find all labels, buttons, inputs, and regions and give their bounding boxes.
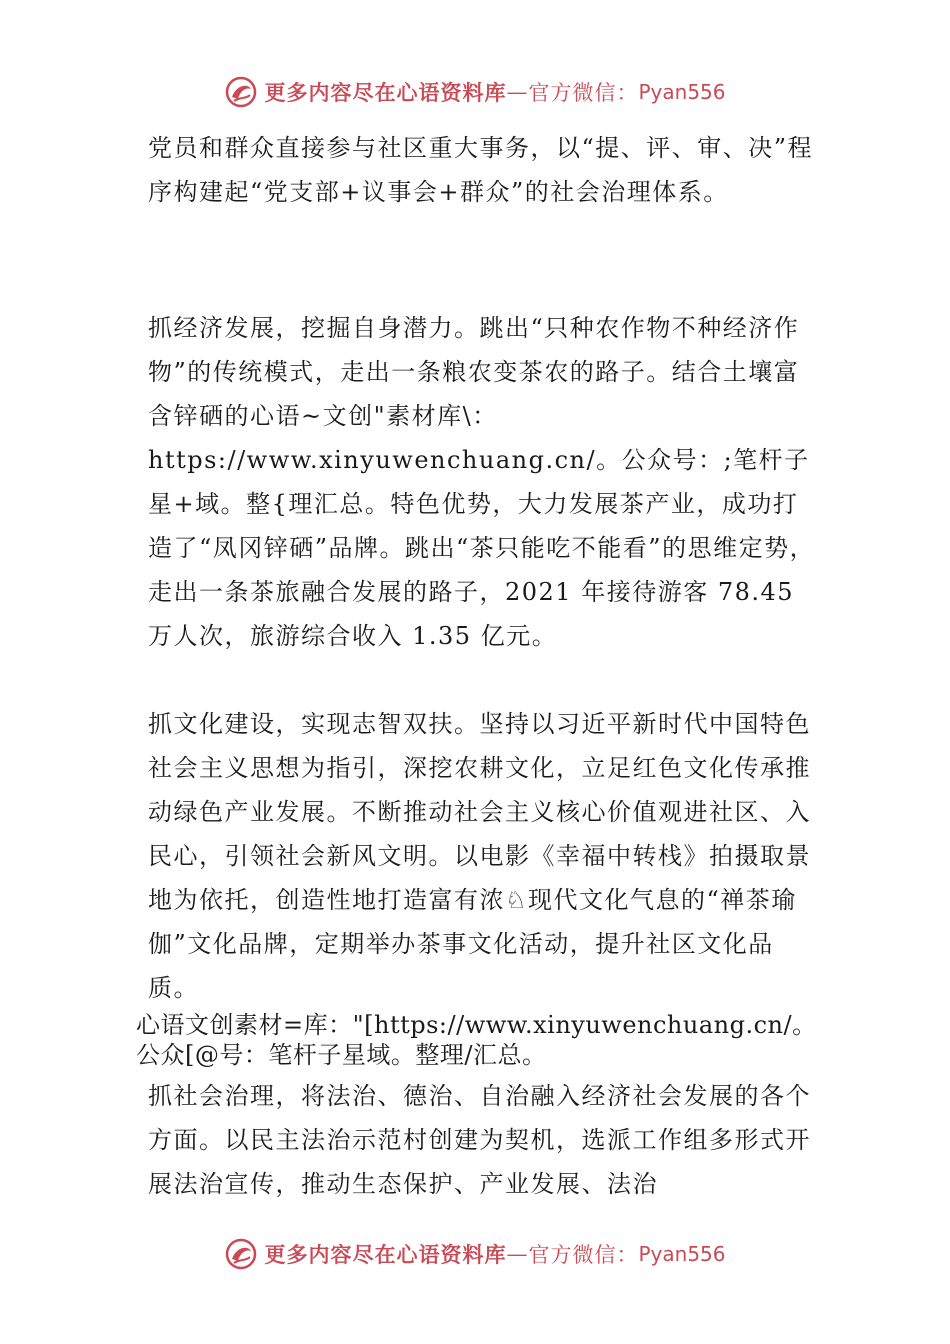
paragraph-text: 抓经济发展，挖掘自身潜力。跳出“只种农作物不种经济作物”的传统模式，走出一条粮农变茶农的路子。结合土壤富含锌硒的心语~文创"素材库\：https://www.xinyuwenchuang.cn/。公众号：;笔杆子星+域。整{理汇总。特色优势，大力发展茶产业，成功打造了“凤冈锌硒”品牌。跳出“茶只能吃不能看”的思维定势，走出一条茶旅融合发展的路子，2021 年接待游客 78.45 万人次，旅游综合收入 1.35 亿元。 — [148, 314, 816, 650]
paragraph-1 — [148, 126, 818, 214]
swirl-logo-icon — [224, 75, 258, 109]
banner-text: 更多内容尽在心语资料库 — [264, 80, 507, 105]
banner-text: 更多内容尽在心语资料库 — [264, 1242, 507, 1267]
header-watermark-banner — [0, 70, 950, 114]
banner-suffix: 官方微信： — [528, 81, 639, 105]
note-text: 心语文创素材=库："[https://www.xinyuwenchuang.cn/。公众[@号：笔杆子星域。整理/汇总。 — [136, 1011, 817, 1069]
paragraph-culture — [148, 702, 818, 1010]
banner-separator: — — [506, 1242, 529, 1266]
watermark-note — [136, 1010, 826, 1070]
banner-suffix: 官方微信： — [528, 1243, 639, 1267]
paragraph-text: 党员和群众直接参与社区重大事务，以“提、评、审、决”程序构建起“党支部+议事会+群众”的社会治理体系。 — [148, 134, 814, 206]
paragraph-economy — [148, 306, 818, 658]
footer-watermark-banner — [0, 1232, 950, 1276]
banner-wechat-id: Pyan556 — [638, 1242, 726, 1266]
swirl-logo-icon — [224, 1237, 258, 1271]
paragraph-text: 抓社会治理，将法治、德治、自治融入经济社会发展的各个方面。以民主法治示范村创建为契机，选派工作组多形式开展法治宣传，推动生态保护、产业发展、法治 — [148, 1082, 811, 1198]
banner-separator: — — [506, 80, 529, 104]
paragraph-text: 抓文化建设，实现志智双扶。坚持以习近平新时代中国特色社会主义思想为指引，深挖农耕文化，立足红色文化传承推动绿色产业发展。不断推动社会主义核心价值观进社区、入民心，引领社会新风文明。以电影《幸福中转栈》拍摄取景地为依托，创造性地打造富有浓♘现代文化气息的“禅茶瑜伽”文化品牌，定期举办茶事文化活动，提升社区文化品质。 — [148, 710, 811, 1002]
paragraph-governance — [148, 1074, 818, 1206]
banner-wechat-id: Pyan556 — [638, 80, 726, 104]
